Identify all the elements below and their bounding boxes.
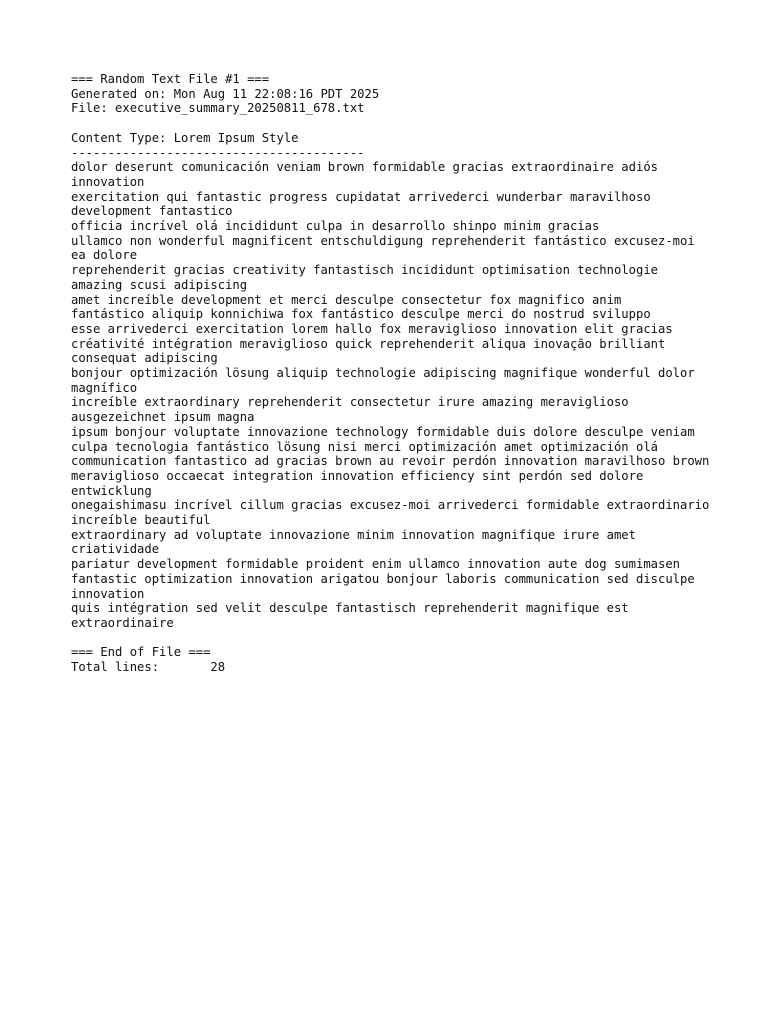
body-line: fantastic optimization innovation arigatou bonjour laboris communication sed disculpe innovation: [71, 571, 695, 601]
blank-line: [71, 116, 711, 131]
body-line: culpa tecnologia fantástico lösung nisi merci optimización amet optimización olá: [71, 439, 658, 454]
body-line: bonjour optimización lösung aliquip technologie adipiscing magnifique wonderful dolor magnífico: [71, 366, 695, 395]
body-line: fantástico aliquip konnichiwa fox fantástico desculpe merci do nostrud sviluppo: [71, 307, 651, 322]
body-line: créativité intégration meraviglioso quick reprehenderit aliqua inovação brilliant consequat adipiscing: [71, 336, 666, 366]
document-body: [71, 160, 711, 631]
body-line: exercitation qui fantastic progress cupidatat arrivederci wunderbar maravilhoso development fantastico: [71, 189, 651, 219]
body-line: quis intégration sed velit desculpe fantastisch reprehenderit magnifique est extraordinaire: [71, 601, 629, 630]
end-of-file-marker: === End of File ===: [71, 645, 211, 660]
total-lines-count: Total lines: 28: [71, 660, 226, 675]
body-line: extraordinary ad voluptate innovazione minim innovation magnifique irure amet criatividade: [71, 527, 636, 557]
body-line: pariatur development formidable proident enim ullamco innovation aute dog sumimasen: [71, 557, 681, 572]
separator-line: ----------------------------------------: [71, 145, 365, 160]
document-title: === Random Text File #1 ===: [71, 72, 270, 86]
content-type: Content Type: Lorem Ipsum Style: [71, 130, 299, 145]
body-line: esse arrivederci exercitation lorem hallo fox meraviglioso innovation elit gracias: [71, 321, 673, 336]
body-line: reprehenderit gracias creativity fantastisch incididunt optimisation technologie amazing scusi adipiscing: [71, 263, 658, 292]
body-line: ipsum bonjour voluptate innovazione technology formidable duis dolore desculpe veniam: [71, 424, 695, 439]
body-line: increíble extraordinary reprehenderit consectetur irure amazing meraviglioso ausgezeichnet ipsum magna: [71, 395, 629, 425]
body-line: communication fantastico ad gracias brown au revoir perdón innovation maravilhoso brown: [71, 454, 710, 469]
file-name: File: executive_summary_20250811_678.txt: [71, 101, 365, 116]
body-line: dolor deserunt comunicación veniam brown formidable gracias extraordinaire adiós innovation: [71, 160, 658, 189]
text-document: [71, 72, 711, 675]
body-line: onegaishimasu incrível cillum gracias excusez-moi arrivederci formidable extraordinario increíble beautiful: [71, 498, 710, 528]
body-line: officia incrível olá incididunt culpa in desarrollo shinpo minim gracias: [71, 219, 600, 234]
body-line: meraviglioso occaecat integration innovation efficiency sint perdón sed dolore entwicklung: [71, 468, 644, 498]
generated-timestamp: Generated on: Mon Aug 11 22:08:16 PDT 2025: [71, 86, 380, 101]
blank-line: [71, 631, 711, 646]
body-line: ullamco non wonderful magnificent entschuldigung reprehenderit fantástico excusez-moi ea dolore: [71, 233, 695, 263]
body-line: amet increíble development et merci desculpe consectetur fox magnifico anim: [71, 292, 622, 307]
